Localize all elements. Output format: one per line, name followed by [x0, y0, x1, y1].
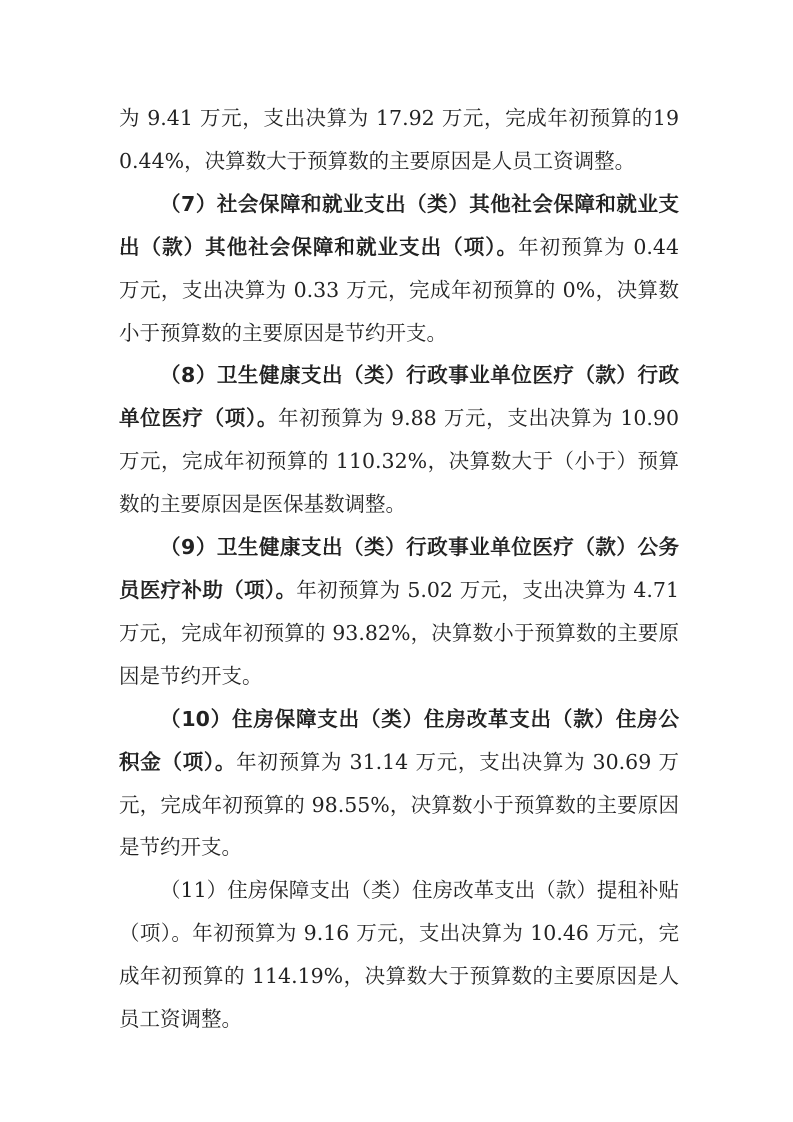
paragraph-body: （11）住房保障支出（类）住房改革支出（款）提租补贴（项）。年初预算为 9.16 万元，支出决算为 10.46 万元，完成年初预算的 114.19%，决算数大于预算数的主要原因是人员工资调整。 — [119, 878, 679, 1032]
paragraph-heading: （9）卫生健康支出（类）行政事业单位医疗（款）公务员医疗补助（项）。 — [119, 535, 679, 602]
paragraph-heading: （8）卫生健康支出（类）行政事业单位医疗（款）行政单位医疗（项）。 — [119, 363, 679, 431]
paragraph-body: 年初预算为 31.14 万元，支出决算为 30.69 万元，完成年初预算的 98.55%，决算数小于预算数的主要原因是节约开支。 — [119, 749, 679, 860]
paragraph-item-11 — [119, 869, 679, 1041]
paragraph-body: 为 9.41 万元，支出决算为 17.92 万元，完成年初预算的190.44%，决算数大于预算数的主要原因是人员工资调整。 — [119, 106, 679, 173]
document-body — [119, 97, 679, 1041]
paragraph-item-8 — [119, 354, 679, 526]
paragraph-heading: （7）社会保障和就业支出（类）其他社会保障和就业支出（款）其他社会保障和就业支出（项）。 — [119, 191, 679, 259]
paragraph-item-7 — [119, 183, 679, 355]
paragraph-item-10 — [119, 698, 679, 870]
paragraph-continued — [119, 97, 679, 183]
paragraph-item-9 — [119, 526, 679, 698]
paragraph-body: 年初预算为 5.02 万元，支出决算为 4.71 万元，完成年初预算的 93.82%，决算数小于预算数的主要原因是节约开支。 — [119, 577, 679, 688]
paragraph-body: 年初预算为 0.44 万元，支出决算为 0.33 万元，完成年初预算的 0%，决算数小于预算数的主要原因是节约开支。 — [119, 234, 679, 345]
paragraph-heading: （10）住房保障支出（类）住房改革支出（款）住房公积金（项）。 — [119, 706, 679, 774]
paragraph-body: 年初预算为 9.88 万元，支出决算为 10.90 万元，完成年初预算的 110.32%，决算数大于（小于）预算数的主要原因是医保基数调整。 — [119, 406, 679, 517]
